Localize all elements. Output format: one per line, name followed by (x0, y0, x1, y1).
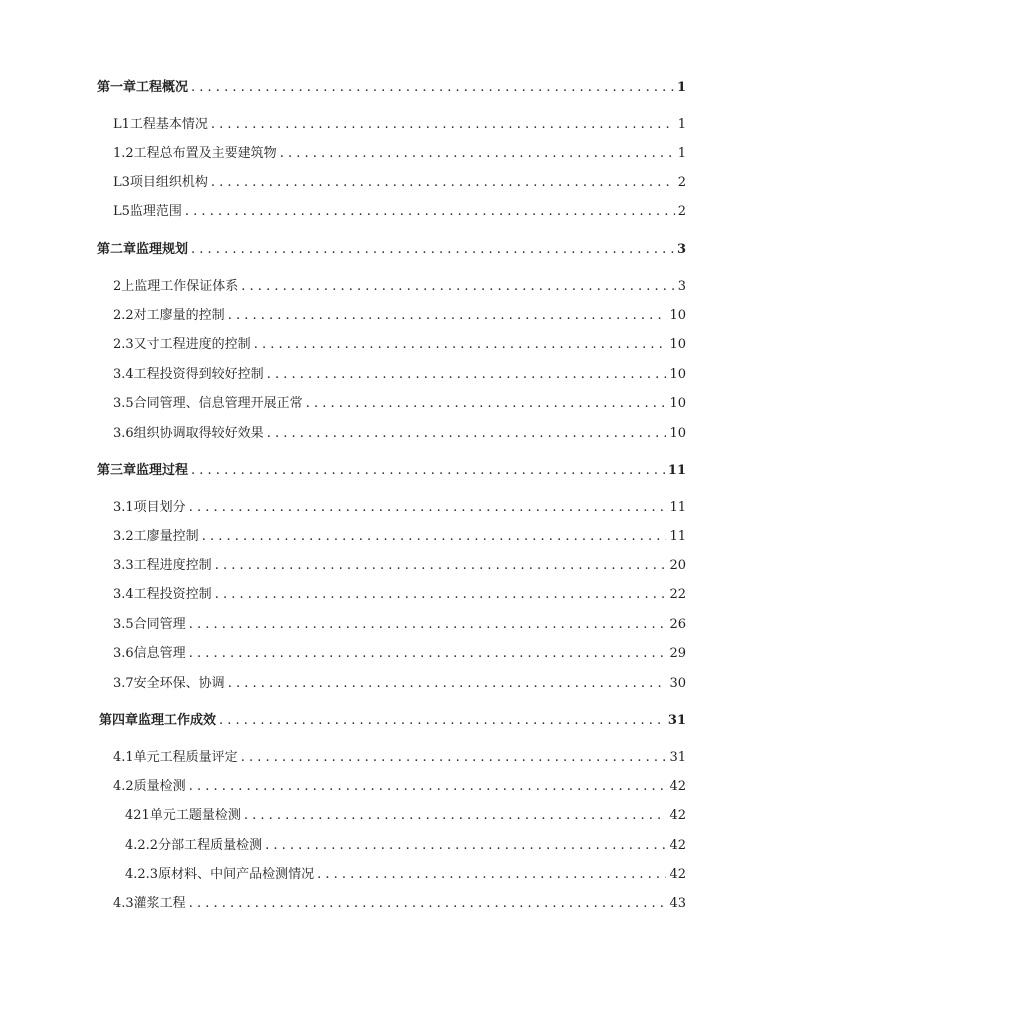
toc-section-1-3[interactable] (113, 173, 686, 191)
leader-dots (228, 676, 667, 692)
toc-entry-label: 4.2.2分部工程质量检测 (125, 838, 263, 853)
toc-section-1-5[interactable] (113, 202, 686, 220)
toc-section-3-4a[interactable] (113, 365, 686, 383)
toc-chapter-4[interactable] (99, 711, 686, 729)
leader-dots (228, 308, 667, 324)
toc-section-2-1[interactable] (113, 277, 686, 295)
leader-dots (189, 779, 667, 795)
leader-dots (280, 146, 675, 162)
toc-section-3-1[interactable] (113, 498, 686, 516)
leader-dots (189, 896, 667, 912)
toc-entry-page: 10 (669, 367, 686, 382)
toc-entry-page: 30 (669, 676, 686, 691)
toc-section-3-2[interactable] (113, 527, 686, 545)
leader-dots (215, 587, 667, 603)
toc-entry-label: 1.2工程总布置及主要建筑物 (113, 146, 277, 161)
toc-entry-page: 10 (669, 337, 686, 352)
toc-section-4-3[interactable] (113, 894, 686, 912)
toc-entry-page: 11 (667, 463, 686, 478)
toc-entry-label: 4.2质量检测 (113, 779, 186, 794)
toc-chapter-2[interactable] (97, 240, 686, 258)
leader-dots (189, 617, 667, 633)
toc-subsection-4-2-2[interactable] (125, 836, 686, 854)
leader-dots (241, 750, 667, 766)
toc-section-3-3[interactable] (113, 556, 686, 574)
toc-entry-page: 42 (669, 838, 686, 853)
leader-dots (254, 337, 667, 353)
leader-dots (306, 396, 667, 412)
leader-dots (215, 558, 667, 574)
leader-dots (267, 367, 667, 383)
toc-entry-label: 第三章监理过程 (97, 463, 189, 478)
toc-section-3-4[interactable] (113, 585, 686, 603)
toc-entry-label: 4.3灌浆工程 (113, 896, 186, 911)
toc-entry-page: 2 (677, 175, 686, 190)
toc-entry-label: L5监理范围 (113, 204, 182, 219)
toc-entry-label: 4.1单元工程质量评定 (113, 750, 238, 765)
toc-entry-label: 421单元工题量检测 (125, 808, 241, 823)
leader-dots (191, 463, 665, 479)
leader-dots (211, 117, 675, 133)
toc-entry-page: 3 (676, 242, 686, 257)
toc-chapter-3[interactable] (97, 461, 686, 479)
leader-dots (191, 242, 674, 258)
toc-entry-label: 3.3工程进度控制 (113, 558, 212, 573)
toc-entry-label: 3.2工廖量控制 (113, 529, 199, 544)
toc-entry-page: 10 (669, 396, 686, 411)
toc-entry-label: 3.6信息管理 (113, 646, 186, 661)
leader-dots (185, 204, 675, 220)
toc-entry-page: 11 (669, 529, 686, 544)
toc-entry-label: 第四章监理工作成效 (99, 713, 217, 728)
toc-entry-page: 20 (669, 558, 686, 573)
toc-entry-page: 10 (669, 308, 686, 323)
toc-section-3-6[interactable] (113, 644, 686, 662)
toc-entry-label: 3.5合同管理、信息管理开展正常 (113, 396, 303, 411)
toc-entry-page: 42 (669, 808, 686, 823)
toc-subsection-4-2-3[interactable] (125, 865, 686, 883)
toc-entry-page: 29 (669, 646, 686, 661)
toc-chapter-1[interactable] (97, 78, 686, 96)
toc-entry-page: 31 (669, 750, 686, 765)
leader-dots (189, 646, 667, 662)
toc-entry-label: 第二章监理规划 (97, 242, 189, 257)
toc-entry-page: 43 (669, 896, 686, 911)
toc-entry-label: 2.3又寸工程进度的控制 (113, 337, 251, 352)
leader-dots (244, 808, 667, 824)
toc-entry-label: 3.6组织协调取得较好效果 (113, 426, 264, 441)
leader-dots (191, 80, 674, 96)
toc-section-3-6a[interactable] (113, 424, 686, 442)
toc-section-4-2[interactable] (113, 777, 686, 795)
toc-entry-label: L3项目组织机构 (113, 175, 208, 190)
toc-entry-page: 1 (677, 146, 686, 161)
leader-dots (211, 175, 675, 191)
toc-entry-label: 2.2对工廖量的控制 (113, 308, 225, 323)
toc-entry-page: 42 (669, 867, 686, 882)
toc-section-1-1[interactable] (113, 115, 686, 133)
toc-entry-page: 22 (669, 587, 686, 602)
toc-section-4-1[interactable] (113, 748, 686, 766)
toc-entry-label: 3.4工程投资得到较好控制 (113, 367, 264, 382)
toc-entry-label: 3.4工程投资控制 (113, 587, 212, 602)
toc-section-2-3[interactable] (113, 335, 686, 353)
toc-entry-page: 26 (669, 617, 686, 632)
toc-entry-page: 10 (669, 426, 686, 441)
leader-dots (189, 500, 667, 516)
leader-dots (265, 838, 666, 854)
toc-entry-label: L1工程基本情况 (113, 117, 208, 132)
toc-entry-label: 3.7安全环保、协调 (113, 676, 225, 691)
toc-entry-page: 1 (676, 80, 686, 95)
toc-entry-page: 2 (677, 204, 686, 219)
toc-subsection-4-2-1[interactable] (125, 806, 686, 824)
toc-entry-label: 2上监理工作保证体系 (113, 279, 239, 294)
toc-entry-label: 第一章工程概况 (97, 80, 189, 95)
toc-entry-page: 42 (669, 779, 686, 794)
toc-entry-page: 31 (667, 713, 686, 728)
toc-section-3-7[interactable] (113, 674, 686, 692)
toc-entry-label: 3.5合同管理 (113, 617, 186, 632)
toc-section-2-2[interactable] (113, 306, 686, 324)
toc-section-1-2[interactable] (113, 144, 686, 162)
leader-dots (219, 713, 665, 729)
toc-section-3-5[interactable] (113, 615, 686, 633)
toc-section-3-5a[interactable] (113, 394, 686, 412)
toc-entry-label: 3.1项目划分 (113, 500, 186, 515)
toc-entry-label: 4.2.3原材料、中间产品检测情况 (125, 867, 315, 882)
leader-dots (317, 867, 666, 883)
toc-entry-page: 11 (669, 500, 686, 515)
leader-dots (241, 279, 674, 295)
leader-dots (267, 426, 667, 442)
leader-dots (202, 529, 667, 545)
toc-entry-page: 1 (677, 117, 686, 132)
toc-entry-page: 3 (677, 279, 686, 294)
